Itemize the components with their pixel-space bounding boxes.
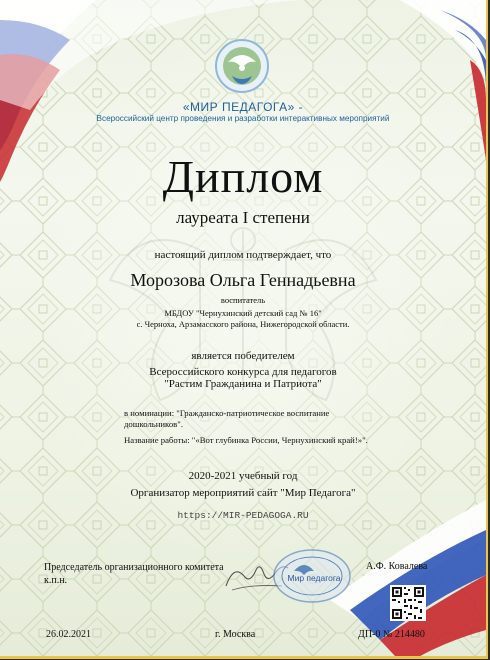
recipient-name: Морозова Ольга Геннадьевна bbox=[130, 270, 356, 290]
winner-text: является победителем bbox=[191, 350, 295, 362]
qr-code-icon[interactable] bbox=[390, 585, 426, 621]
diploma-degree: лауреата I степени bbox=[176, 208, 310, 227]
issue-city: г. Москва bbox=[215, 629, 256, 640]
stamp-icon bbox=[270, 545, 354, 607]
work-title: Название работы: "«Вот глубинка России, Чернухинский край!»". bbox=[124, 435, 368, 445]
recipient-position: воспитатель bbox=[220, 295, 266, 305]
diploma-title: Диплом bbox=[162, 151, 324, 202]
recipient-institution: МБДОУ "Чернухинский детский сад № 16" bbox=[164, 308, 322, 318]
issue-date: 26.02.2021 bbox=[46, 629, 91, 640]
organization-name: «МИР ПЕДАГОГА» - bbox=[182, 100, 304, 114]
diploma-number: ДП-0 № 214480 bbox=[358, 629, 425, 640]
recipient-address: с. Черноха, Арзамасского района, Нижегородской области. bbox=[136, 319, 350, 329]
confirm-text: настоящий диплом подтверждает, что bbox=[154, 249, 332, 261]
contest-name-line1: Всероссийского конкурса для педагогов bbox=[149, 366, 337, 378]
logo-emblem-icon bbox=[214, 38, 270, 94]
academic-year: 2020-2021 учебный год bbox=[188, 470, 298, 482]
site-link[interactable]: https://MIR-PEDAGOGA.RU bbox=[177, 510, 309, 521]
stamp-text: Мир педагога bbox=[287, 573, 341, 583]
chair-name: А.Ф. Ковалева bbox=[366, 561, 428, 572]
organization-subtitle: Всероссийский центр проведения и разработки интерактивных мероприятий bbox=[96, 114, 390, 123]
nomination-text: в номинации: "Гражданско-патриотическое воспитание дошкольников". bbox=[124, 408, 330, 429]
organizer-text: Организатор мероприятий сайт "Мир Педагога" bbox=[130, 487, 356, 499]
chair-title: Председатель организационного комитета к.п.н. bbox=[44, 562, 224, 586]
contest-name-line2: "Растим Гражданина и Патриота" bbox=[164, 378, 322, 390]
